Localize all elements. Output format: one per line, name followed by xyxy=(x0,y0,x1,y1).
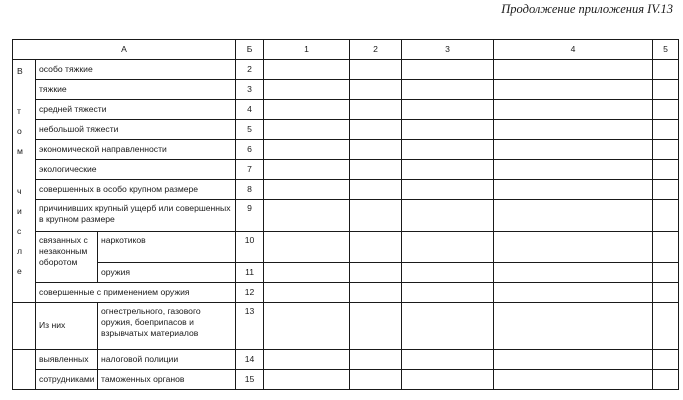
row-number: 6 xyxy=(236,140,264,160)
appendix-caption: Продолжение приложения IV.13 xyxy=(501,2,673,16)
side-letter xyxy=(17,86,35,106)
data-cell[interactable] xyxy=(494,282,653,302)
data-cell[interactable] xyxy=(350,180,402,200)
table-row xyxy=(13,180,679,200)
row-label: экономической направленности xyxy=(36,140,236,160)
data-cell[interactable] xyxy=(494,200,653,232)
table-row xyxy=(13,160,679,180)
data-cell[interactable] xyxy=(494,262,653,282)
row-number: 7 xyxy=(236,160,264,180)
data-cell[interactable] xyxy=(264,262,350,282)
row-label: причинивших крупный ущерб или совершенных в крупном размере xyxy=(36,200,236,232)
table-row xyxy=(13,60,679,80)
header-col-4: 4 xyxy=(494,40,653,60)
data-cell[interactable] xyxy=(402,100,494,120)
data-cell[interactable] xyxy=(653,349,679,369)
group-label-illegal-traffic: связанных с незаконным оборотом xyxy=(36,232,98,282)
table-row xyxy=(13,120,679,140)
data-cell[interactable] xyxy=(264,349,350,369)
data-cell[interactable] xyxy=(653,369,679,389)
data-cell[interactable] xyxy=(264,140,350,160)
data-cell[interactable] xyxy=(402,80,494,100)
group-label-of-them: Из них xyxy=(36,302,98,349)
row-label: совершенные с применением оружия xyxy=(36,282,236,302)
data-cell[interactable] xyxy=(350,302,402,349)
data-cell[interactable] xyxy=(653,180,679,200)
table-row xyxy=(13,232,679,262)
data-cell[interactable] xyxy=(264,80,350,100)
row-number: 5 xyxy=(236,120,264,140)
data-cell[interactable] xyxy=(402,302,494,349)
row-number: 10 xyxy=(236,232,264,262)
side-letter: о xyxy=(17,126,22,137)
header-row xyxy=(13,40,679,60)
data-cell[interactable] xyxy=(264,232,350,262)
header-col-1: 1 xyxy=(264,40,350,60)
data-cell[interactable] xyxy=(494,140,653,160)
row-number: 4 xyxy=(236,100,264,120)
data-cell[interactable] xyxy=(653,120,679,140)
data-cell[interactable] xyxy=(350,100,402,120)
group-label-detected-line1: выявленных xyxy=(36,349,98,369)
row-label: средней тяжести xyxy=(36,100,236,120)
row-number: 13 xyxy=(236,302,264,349)
data-cell[interactable] xyxy=(402,60,494,80)
data-cell[interactable] xyxy=(350,80,402,100)
row-label: экологические xyxy=(36,160,236,180)
statistics-form-table xyxy=(12,39,679,390)
row-label: тяжкие xyxy=(36,80,236,100)
data-cell[interactable] xyxy=(653,282,679,302)
side-letter: т xyxy=(17,106,21,117)
side-blank-cell xyxy=(13,349,36,389)
data-cell[interactable] xyxy=(264,369,350,389)
data-cell[interactable] xyxy=(494,302,653,349)
data-cell[interactable] xyxy=(264,200,350,232)
side-letter: м xyxy=(17,146,23,157)
data-cell[interactable] xyxy=(402,200,494,232)
side-label-v-tom-chisle xyxy=(13,60,36,303)
data-cell[interactable] xyxy=(264,302,350,349)
data-cell[interactable] xyxy=(264,100,350,120)
table-row xyxy=(13,282,679,302)
data-cell[interactable] xyxy=(653,100,679,120)
data-cell[interactable] xyxy=(350,232,402,262)
data-cell[interactable] xyxy=(494,100,653,120)
data-cell[interactable] xyxy=(653,302,679,349)
row-label: налоговой полиции xyxy=(98,349,236,369)
row-label: наркотиков xyxy=(98,232,236,262)
table-row xyxy=(13,349,679,369)
data-cell[interactable] xyxy=(402,232,494,262)
table-row xyxy=(13,200,679,232)
data-cell[interactable] xyxy=(350,349,402,369)
row-number: 12 xyxy=(236,282,264,302)
data-cell[interactable] xyxy=(350,369,402,389)
data-cell[interactable] xyxy=(350,282,402,302)
side-letter: В xyxy=(17,66,23,77)
data-cell[interactable] xyxy=(653,140,679,160)
side-letter: и xyxy=(17,206,22,217)
table-row xyxy=(13,100,679,120)
data-cell[interactable] xyxy=(264,60,350,80)
side-blank-cell xyxy=(13,302,36,349)
row-label: огнестрельного, газового оружия, боеприпасов и взрывчатых материалов xyxy=(98,302,236,349)
header-col-5: 5 xyxy=(653,40,679,60)
data-cell[interactable] xyxy=(402,349,494,369)
header-col-a: А xyxy=(13,40,236,60)
row-number: 2 xyxy=(236,60,264,80)
row-number: 14 xyxy=(236,349,264,369)
data-cell[interactable] xyxy=(494,80,653,100)
data-cell[interactable] xyxy=(402,160,494,180)
data-cell[interactable] xyxy=(653,80,679,100)
data-cell[interactable] xyxy=(494,120,653,140)
data-cell[interactable] xyxy=(653,200,679,232)
data-cell[interactable] xyxy=(494,160,653,180)
row-label: таможенных органов xyxy=(98,369,236,389)
data-cell[interactable] xyxy=(264,160,350,180)
data-cell[interactable] xyxy=(494,232,653,262)
data-cell[interactable] xyxy=(350,160,402,180)
data-cell[interactable] xyxy=(402,140,494,160)
row-label: совершенных в особо крупном размере xyxy=(36,180,236,200)
side-letter: ч xyxy=(17,186,22,197)
data-cell[interactable] xyxy=(653,262,679,282)
data-cell[interactable] xyxy=(264,282,350,302)
data-cell[interactable] xyxy=(402,262,494,282)
side-letter: е xyxy=(17,266,22,277)
table-row xyxy=(13,369,679,389)
side-letter xyxy=(17,166,35,186)
header-col-3: 3 xyxy=(402,40,494,60)
data-cell[interactable] xyxy=(264,120,350,140)
row-number: 15 xyxy=(236,369,264,389)
data-cell[interactable] xyxy=(350,200,402,232)
data-cell[interactable] xyxy=(653,232,679,262)
row-label: небольшой тяжести xyxy=(36,120,236,140)
table-row xyxy=(13,302,679,349)
header-col-2: 2 xyxy=(350,40,402,60)
table-row xyxy=(13,262,679,282)
row-number: 3 xyxy=(236,80,264,100)
data-cell[interactable] xyxy=(350,140,402,160)
data-cell[interactable] xyxy=(350,60,402,80)
row-label: оружия xyxy=(98,262,236,282)
row-number: 9 xyxy=(236,200,264,232)
data-cell[interactable] xyxy=(653,160,679,180)
data-cell[interactable] xyxy=(402,180,494,200)
table-row xyxy=(13,80,679,100)
data-cell[interactable] xyxy=(494,180,653,200)
row-number: 8 xyxy=(236,180,264,200)
side-letter: л xyxy=(17,246,23,257)
group-label-detected-line2: сотрудниками xyxy=(36,369,98,389)
data-cell[interactable] xyxy=(350,262,402,282)
data-cell[interactable] xyxy=(402,282,494,302)
header-col-b: Б xyxy=(236,40,264,60)
row-number: 11 xyxy=(236,262,264,282)
data-cell[interactable] xyxy=(494,349,653,369)
data-cell[interactable] xyxy=(494,60,653,80)
data-cell[interactable] xyxy=(402,120,494,140)
row-label: особо тяжкие xyxy=(36,60,236,80)
side-letter: с xyxy=(17,226,22,237)
data-cell[interactable] xyxy=(402,369,494,389)
data-cell[interactable] xyxy=(350,120,402,140)
data-cell[interactable] xyxy=(494,369,653,389)
data-cell[interactable] xyxy=(653,60,679,80)
data-cell[interactable] xyxy=(264,180,350,200)
table-row xyxy=(13,140,679,160)
